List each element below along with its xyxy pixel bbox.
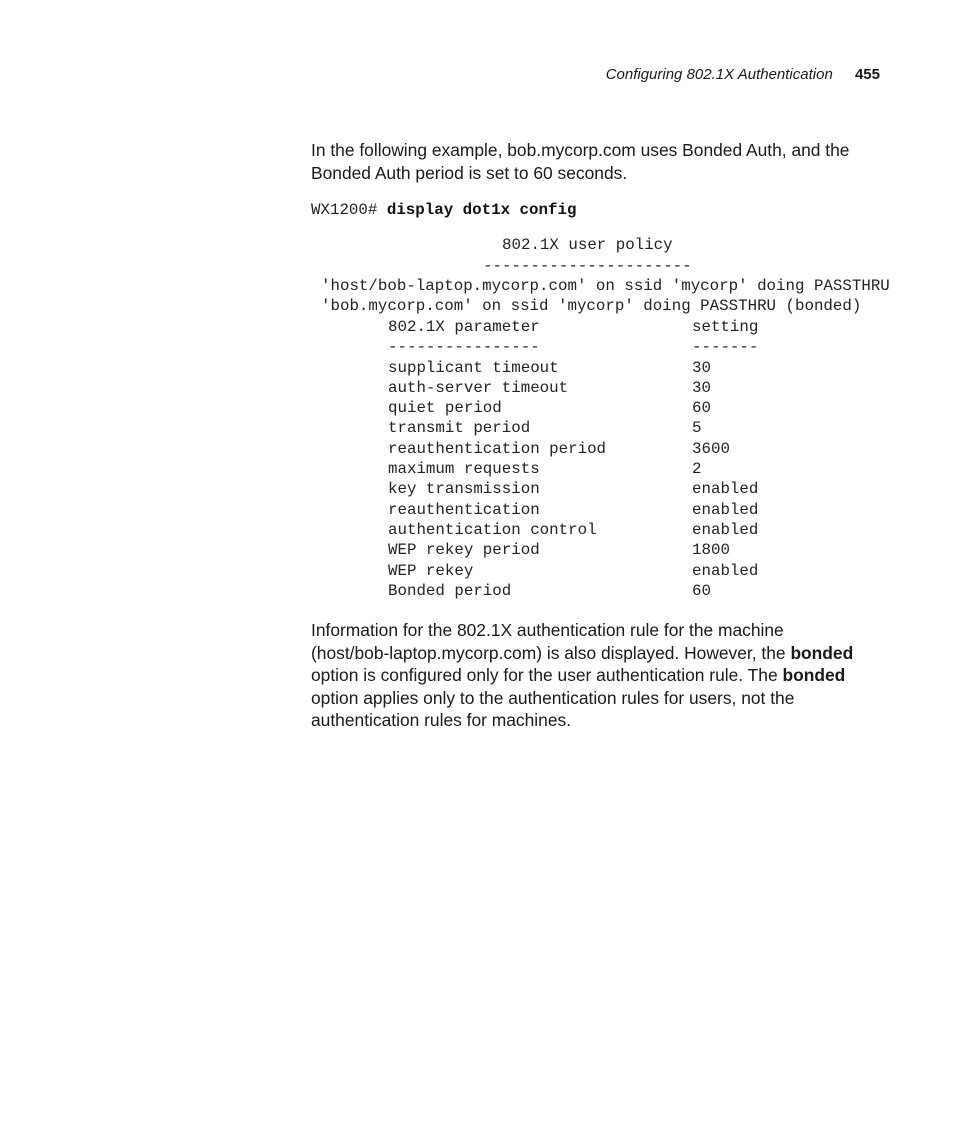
command-example [311,200,576,220]
parameter-row [388,418,758,438]
intro-paragraph [311,139,891,184]
parameter-name: quiet period [388,399,502,418]
setting-column-header: setting [692,318,759,336]
info-line-1: Information for the 802.1X authentication rule for the machine [311,620,784,640]
info-line-4: option applies only to the authentication rules for users, not the [311,687,795,708]
parameter-name: maximum requests [388,460,540,479]
parameter-value: 5 [692,419,702,438]
info-line-3 [311,664,891,687]
parameter-column-header: 802.1X parameter [388,318,540,336]
info-paragraph [311,619,891,732]
bonded-keyword: bonded [790,642,854,663]
parameter-row [388,439,758,459]
parameter-name: auth-server timeout [388,378,569,397]
parameter-name: WEP rekey period [388,541,540,560]
parameter-value: 60 [692,399,711,418]
parameter-row [388,500,758,520]
info-line-2-text: (host/bob-laptop.mycorp.com) is also displayed. However, the [311,642,791,663]
parameter-row [388,581,758,601]
chapter-title: Configuring 802.1X Authentication [605,66,833,83]
info-line-5: authentication rules for machines. [311,710,572,731]
parameter-value: 30 [692,378,711,397]
parameter-value: 2 [692,460,702,479]
parameter-header-row [388,317,758,337]
parameter-row [388,540,758,560]
parameter-name: supplicant timeout [388,358,559,377]
intro-line-2: Bonded Auth period is set to 60 seconds. [311,162,628,183]
parameter-row [388,358,758,378]
parameter-value: 30 [692,358,711,377]
parameter-value: enabled [692,500,759,519]
parameter-table [388,317,758,601]
policy-line: 'bob.mycorp.com' on ssid 'mycorp' doing PASSTHRU (bonded) [321,297,862,315]
parameter-row [388,479,758,499]
parameter-row [388,459,758,479]
parameter-name: reauthentication period [388,439,607,458]
info-line-2 [311,642,891,665]
parameter-value: 1800 [692,541,730,560]
policy-line: 'host/bob-laptop.mycorp.com' on ssid 'mycorp' doing PASSTHRU [321,277,890,295]
running-header [606,66,880,83]
parameter-row [388,398,758,418]
bonded-keyword: bonded [782,665,846,686]
page-number: 455 [854,66,880,83]
setting-rule: ------- [692,338,759,357]
parameter-name: authentication control [388,520,597,539]
parameter-value: enabled [692,480,759,499]
parameter-name: transmit period [388,419,531,438]
parameter-value: enabled [692,520,759,539]
parameter-value: enabled [692,561,759,580]
cli-command: display dot1x config [386,201,577,219]
parameter-name: reauthentication [388,500,540,519]
parameter-value: 3600 [692,439,730,458]
parameter-rule: ---------------- [388,338,540,357]
cli-prompt: WX1200# [311,201,387,219]
intro-line-1: In the following example, bob.mycorp.com uses Bonded Auth, and the [311,140,850,160]
parameter-name: WEP rekey [388,561,474,580]
parameter-name: key transmission [388,480,540,499]
parameter-value: 60 [692,581,711,600]
parameter-rule-row [388,337,758,357]
policy-rule: ---------------------- [483,257,692,275]
info-line-3-text: option is configured only for the user authentication rule. The [311,665,783,686]
parameter-row [388,378,758,398]
parameter-row [388,520,758,540]
parameter-name: Bonded period [388,581,512,600]
policy-title: 802.1X user policy [502,236,673,254]
parameter-row [388,561,758,581]
